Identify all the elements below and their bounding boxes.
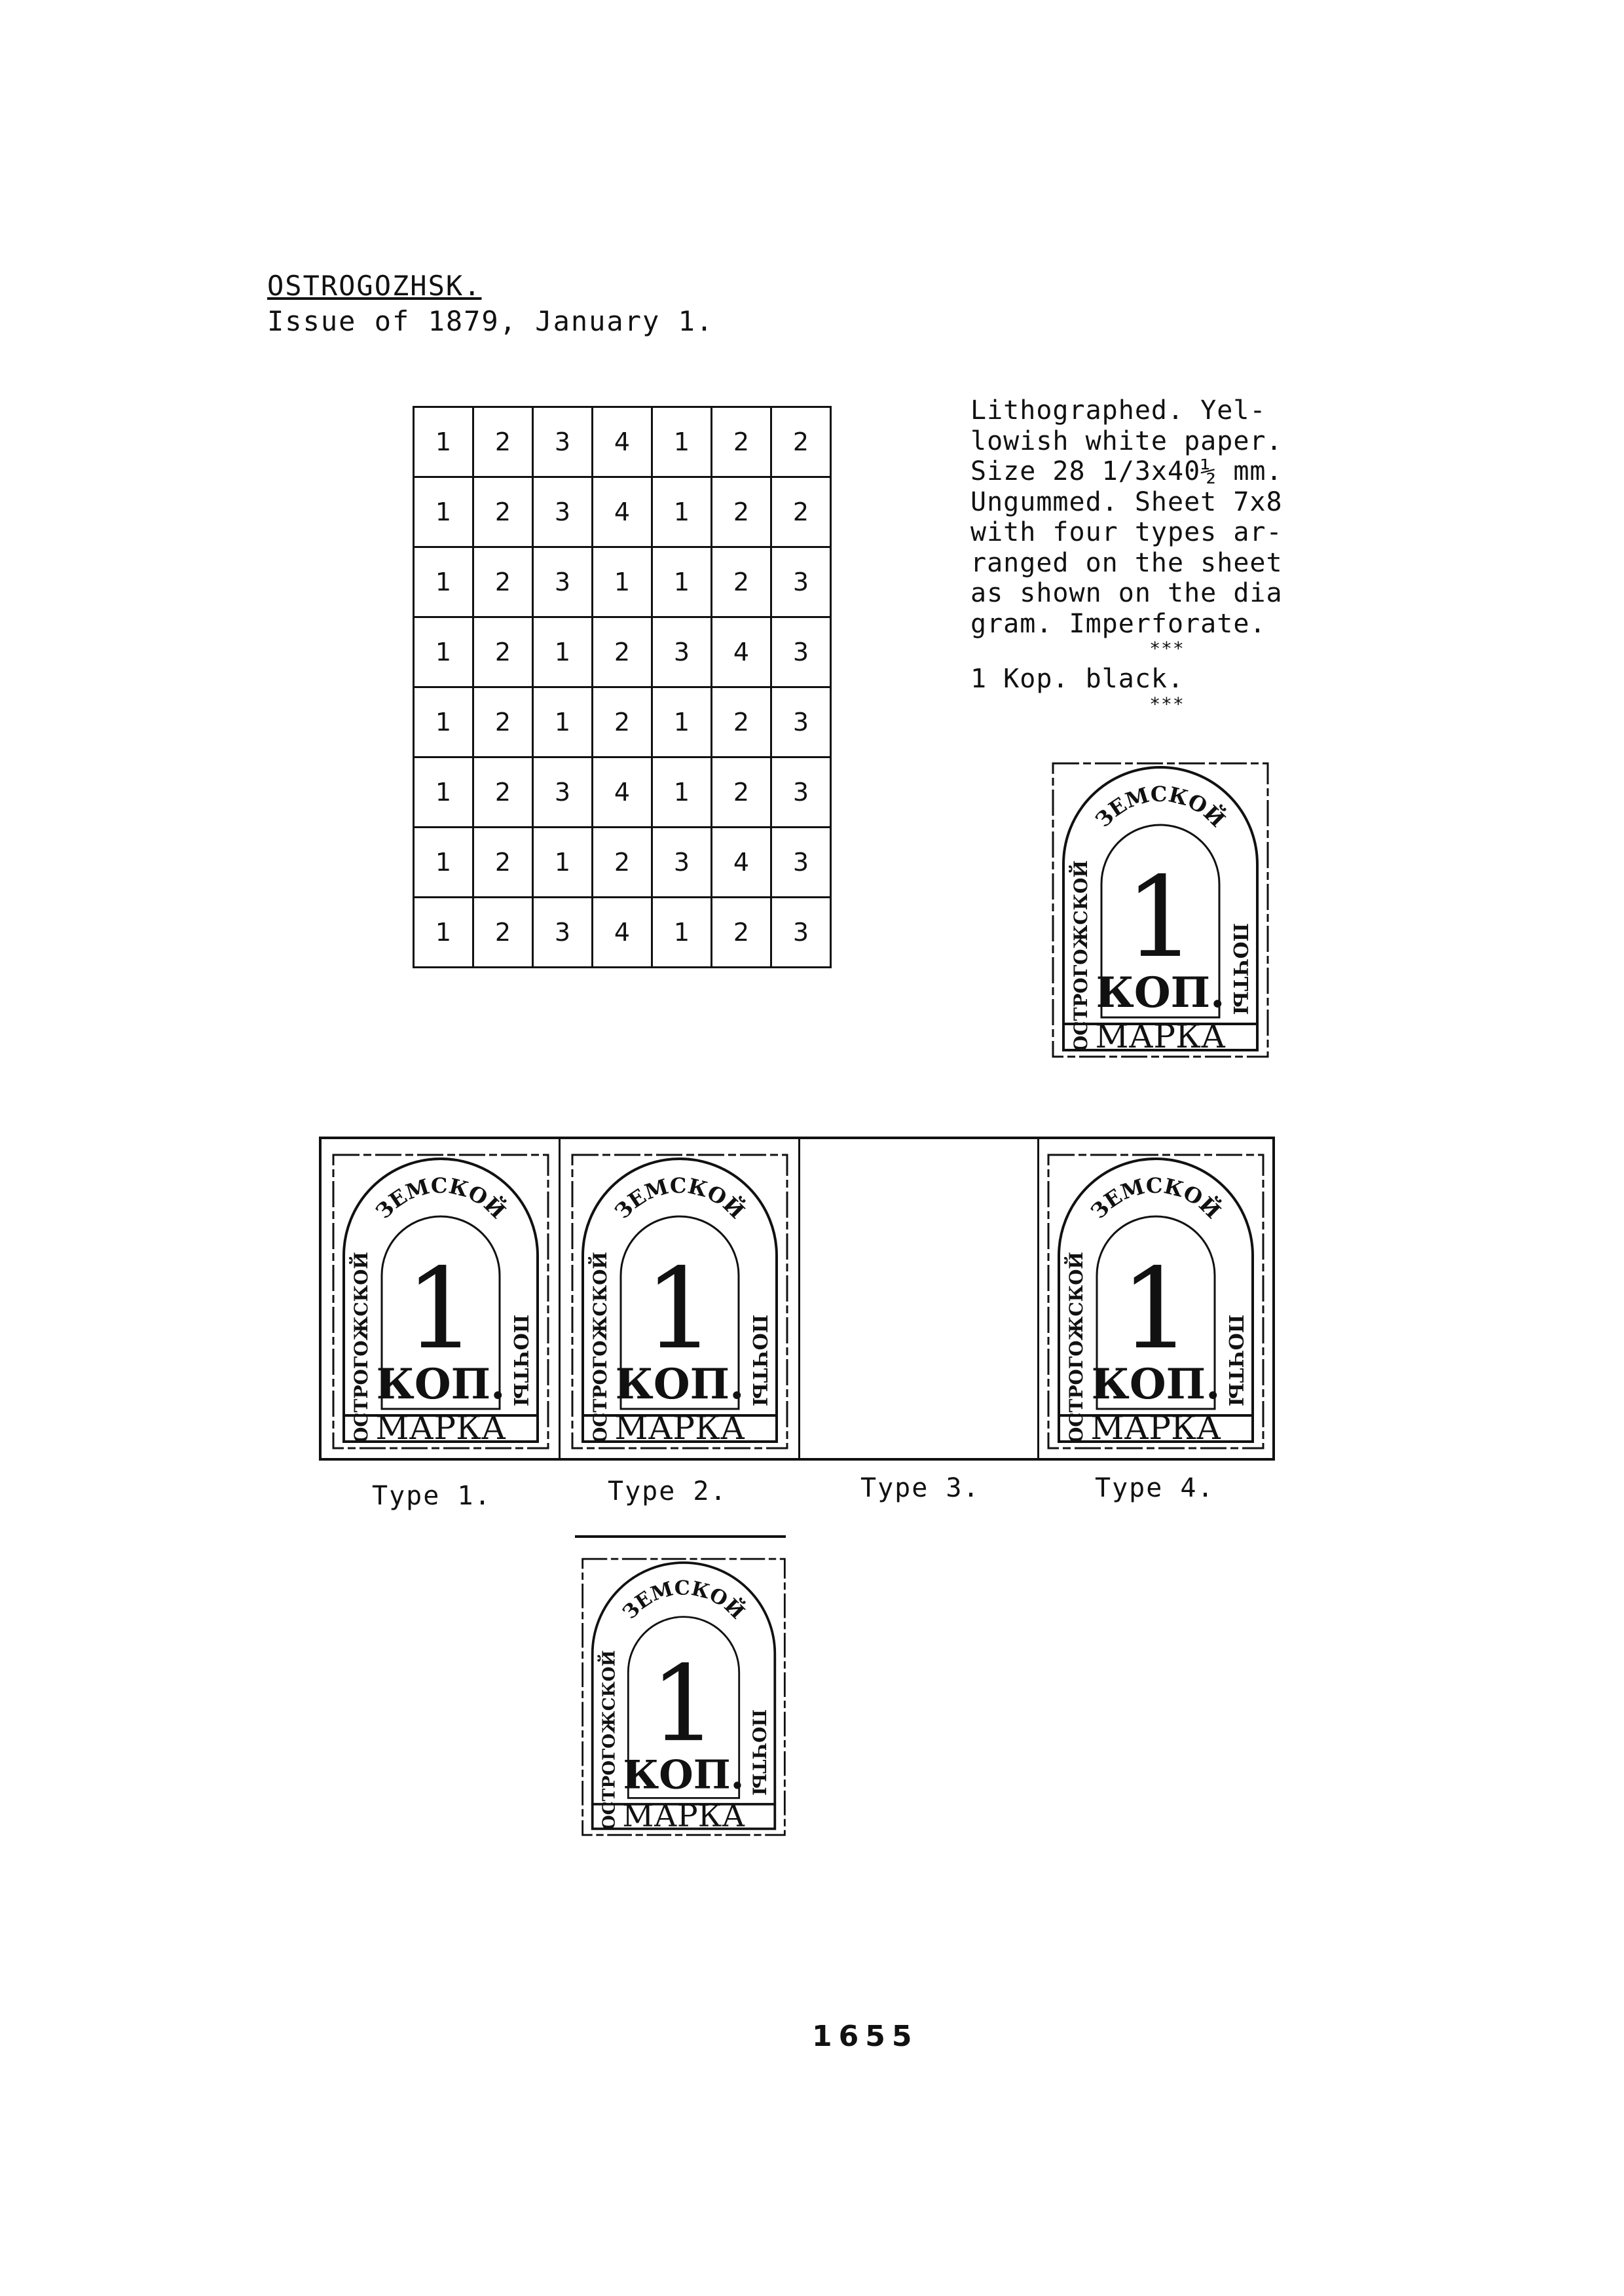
sheet-cell: 1	[414, 477, 473, 547]
type-label-2: Type 2.	[608, 1476, 728, 1506]
sheet-row	[414, 617, 831, 687]
page-number: 1655	[812, 2020, 919, 2053]
sheet-cell: 1	[652, 477, 712, 547]
stamp-unit: КОП.	[615, 1360, 745, 1409]
separator-stars: ***	[1149, 693, 1185, 715]
page-title: OSTROGOZHSK.	[267, 270, 482, 302]
sheet-cell: 2	[593, 687, 652, 757]
sheet-cell: 1	[414, 687, 473, 757]
sheet-cell: 1	[593, 547, 652, 617]
stamp-top-text: ЗЕМСКОЙ	[1086, 1173, 1226, 1224]
sheet-cell: 1	[414, 547, 473, 617]
sheet-cell: 1	[533, 828, 593, 898]
sheet-row	[414, 407, 831, 477]
sheet-cell: 2	[473, 617, 533, 687]
sheet-cell: 1	[414, 898, 473, 968]
stamp-top-text: ЗЕМСКОЙ	[371, 1173, 511, 1224]
sheet-cell: 1	[652, 757, 712, 828]
sheet-cell: 2	[473, 477, 533, 547]
stamp-right-text: ПОЧТЫ	[509, 1314, 532, 1407]
sheet-row	[414, 687, 831, 757]
type-label-4: Type 4.	[1095, 1473, 1215, 1503]
stamp-left-text: ОСТРОГОЖСКОЙ	[1070, 860, 1092, 1052]
sheet-cell: 2	[473, 898, 533, 968]
stamp-type-1	[329, 1151, 552, 1452]
separator-stars: ***	[1149, 638, 1185, 659]
sheet-cell: 3	[533, 757, 593, 828]
stamp-numeral: 1	[1120, 1245, 1192, 1374]
sheet-cell: 1	[533, 687, 593, 757]
type-cell-3	[800, 1139, 1039, 1458]
stamp-right-text: ПОЧТЫ	[748, 1709, 771, 1796]
sheet-cell: 2	[771, 477, 831, 547]
stamp-bottom: МАРКА	[622, 1798, 745, 1834]
types-strip	[319, 1137, 1275, 1461]
stamp-bottom: МАРКА	[375, 1409, 506, 1447]
sheet-cell: 1	[414, 757, 473, 828]
description	[970, 395, 1324, 714]
type-label-3: Type 3.	[860, 1473, 980, 1503]
stamp-left-text: ОСТРОГОЖСКОЙ	[589, 1251, 611, 1444]
description-line: Size 28 1/3x40½ mm.	[970, 456, 1283, 486]
description-line: Ungummed. Sheet 7x8	[970, 486, 1283, 517]
sheet-cell: 3	[533, 407, 593, 477]
sheet-cell: 2	[473, 407, 533, 477]
issue-date: Issue of 1879, January 1.	[267, 305, 714, 337]
stamp-type-2	[568, 1151, 791, 1452]
sheet-cell: 2	[712, 687, 771, 757]
type-cell-2	[561, 1139, 800, 1458]
sheet-cell: 3	[771, 547, 831, 617]
stamp-numeral: 1	[650, 1642, 717, 1765]
stamp-top-text: ЗЕМСКОЙ	[1090, 781, 1230, 833]
sheet-cell: 1	[414, 617, 473, 687]
sheet-row	[414, 547, 831, 617]
sheet-row	[414, 757, 831, 828]
sheet-cell: 1	[414, 407, 473, 477]
sheet-cell: 1	[652, 407, 712, 477]
sheet-cell: 1	[533, 617, 593, 687]
type-cell-1	[322, 1139, 561, 1458]
stamp-right-text: ПОЧТЫ	[1228, 922, 1251, 1015]
stamp-image	[329, 1151, 552, 1452]
sheet-cell: 3	[771, 617, 831, 687]
sheet-cell: 3	[652, 828, 712, 898]
stamp-type-4	[1044, 1151, 1267, 1452]
sheet-cell: 3	[771, 687, 831, 757]
sheet-cell: 2	[771, 407, 831, 477]
sheet-cell: 4	[712, 828, 771, 898]
sheet-cell: 3	[652, 617, 712, 687]
sheet-cell: 2	[712, 547, 771, 617]
stamp-unit: КОП.	[1091, 1360, 1221, 1409]
description-line: as shown on the dia	[970, 578, 1283, 608]
stamp-left-text: ОСТРОГОЖСКОЙ	[599, 1650, 619, 1831]
sheet-cell: 3	[533, 547, 593, 617]
sheet-cell: 1	[414, 828, 473, 898]
sheet-row	[414, 828, 831, 898]
stamp-illustration	[1049, 759, 1272, 1061]
sheet-cell: 2	[712, 407, 771, 477]
stamp-unit: КОП.	[623, 1751, 745, 1798]
stamp-image	[1049, 759, 1272, 1061]
sheet-cell: 4	[593, 477, 652, 547]
stamp-image	[579, 1546, 788, 1848]
stamp-image	[568, 1151, 791, 1452]
type-cell-4	[1039, 1139, 1272, 1458]
sheet-cell: 1	[652, 898, 712, 968]
stamp-top-text: ЗЕМСКОЙ	[610, 1173, 750, 1224]
sheet-cell: 4	[593, 898, 652, 968]
sheet-cell: 1	[652, 547, 712, 617]
divider	[575, 1535, 786, 1538]
description-line: gram. Imperforate.	[970, 608, 1266, 639]
sheet-cell: 2	[712, 477, 771, 547]
description-line: lowish white paper.	[970, 426, 1283, 456]
sheet-cell: 4	[593, 407, 652, 477]
stamp-numeral: 1	[405, 1245, 477, 1374]
sheet-cell: 2	[593, 828, 652, 898]
sheet-cell: 4	[593, 757, 652, 828]
sheet-cell: 3	[533, 898, 593, 968]
stamp-illustration	[579, 1546, 788, 1848]
stamp-left-text: ОСТРОГОЖСКОЙ	[350, 1251, 372, 1444]
stamp-unit: КОП.	[1096, 968, 1225, 1017]
sheet-cell: 2	[593, 617, 652, 687]
sheet-row	[414, 477, 831, 547]
sheet-cell: 3	[771, 898, 831, 968]
description-line: Lithographed. Yel-	[970, 395, 1266, 426]
stamp-bottom: МАРКА	[614, 1409, 745, 1447]
stamp-right-text: ПОЧТЫ	[1224, 1314, 1247, 1407]
stamp-bottom: МАРКА	[1095, 1017, 1226, 1055]
stamp-unit: КОП.	[376, 1360, 506, 1409]
sheet-cell: 2	[712, 757, 771, 828]
stamp-numeral: 1	[1124, 853, 1196, 983]
stamp-top-text: ЗЕМСКОЙ	[618, 1576, 749, 1624]
stamp-image	[1044, 1151, 1267, 1452]
sheet-diagram	[413, 406, 832, 968]
stamp-bottom: МАРКА	[1090, 1409, 1221, 1447]
description-line: ranged on the sheet	[970, 547, 1283, 578]
sheet-cell: 2	[473, 757, 533, 828]
stamp-right-text: ПОЧТЫ	[748, 1314, 771, 1407]
sheet-cell: 2	[473, 547, 533, 617]
sheet-cell: 2	[473, 687, 533, 757]
sheet-cell: 3	[533, 477, 593, 547]
type-label-1: Type 1.	[372, 1481, 492, 1511]
description-line: with four types ar-	[970, 517, 1283, 547]
stamp-left-text: ОСТРОГОЖСКОЙ	[1065, 1251, 1087, 1444]
sheet-row	[414, 898, 831, 968]
stamp-numeral: 1	[644, 1245, 716, 1374]
sheet-cell: 1	[652, 687, 712, 757]
sheet-cell: 2	[712, 898, 771, 968]
sheet-cell: 2	[473, 828, 533, 898]
sheet-cell: 3	[771, 757, 831, 828]
sheet-cell: 4	[712, 617, 771, 687]
stamp-value: 1 Kop. black.	[970, 664, 1185, 694]
sheet-cell: 3	[771, 828, 831, 898]
